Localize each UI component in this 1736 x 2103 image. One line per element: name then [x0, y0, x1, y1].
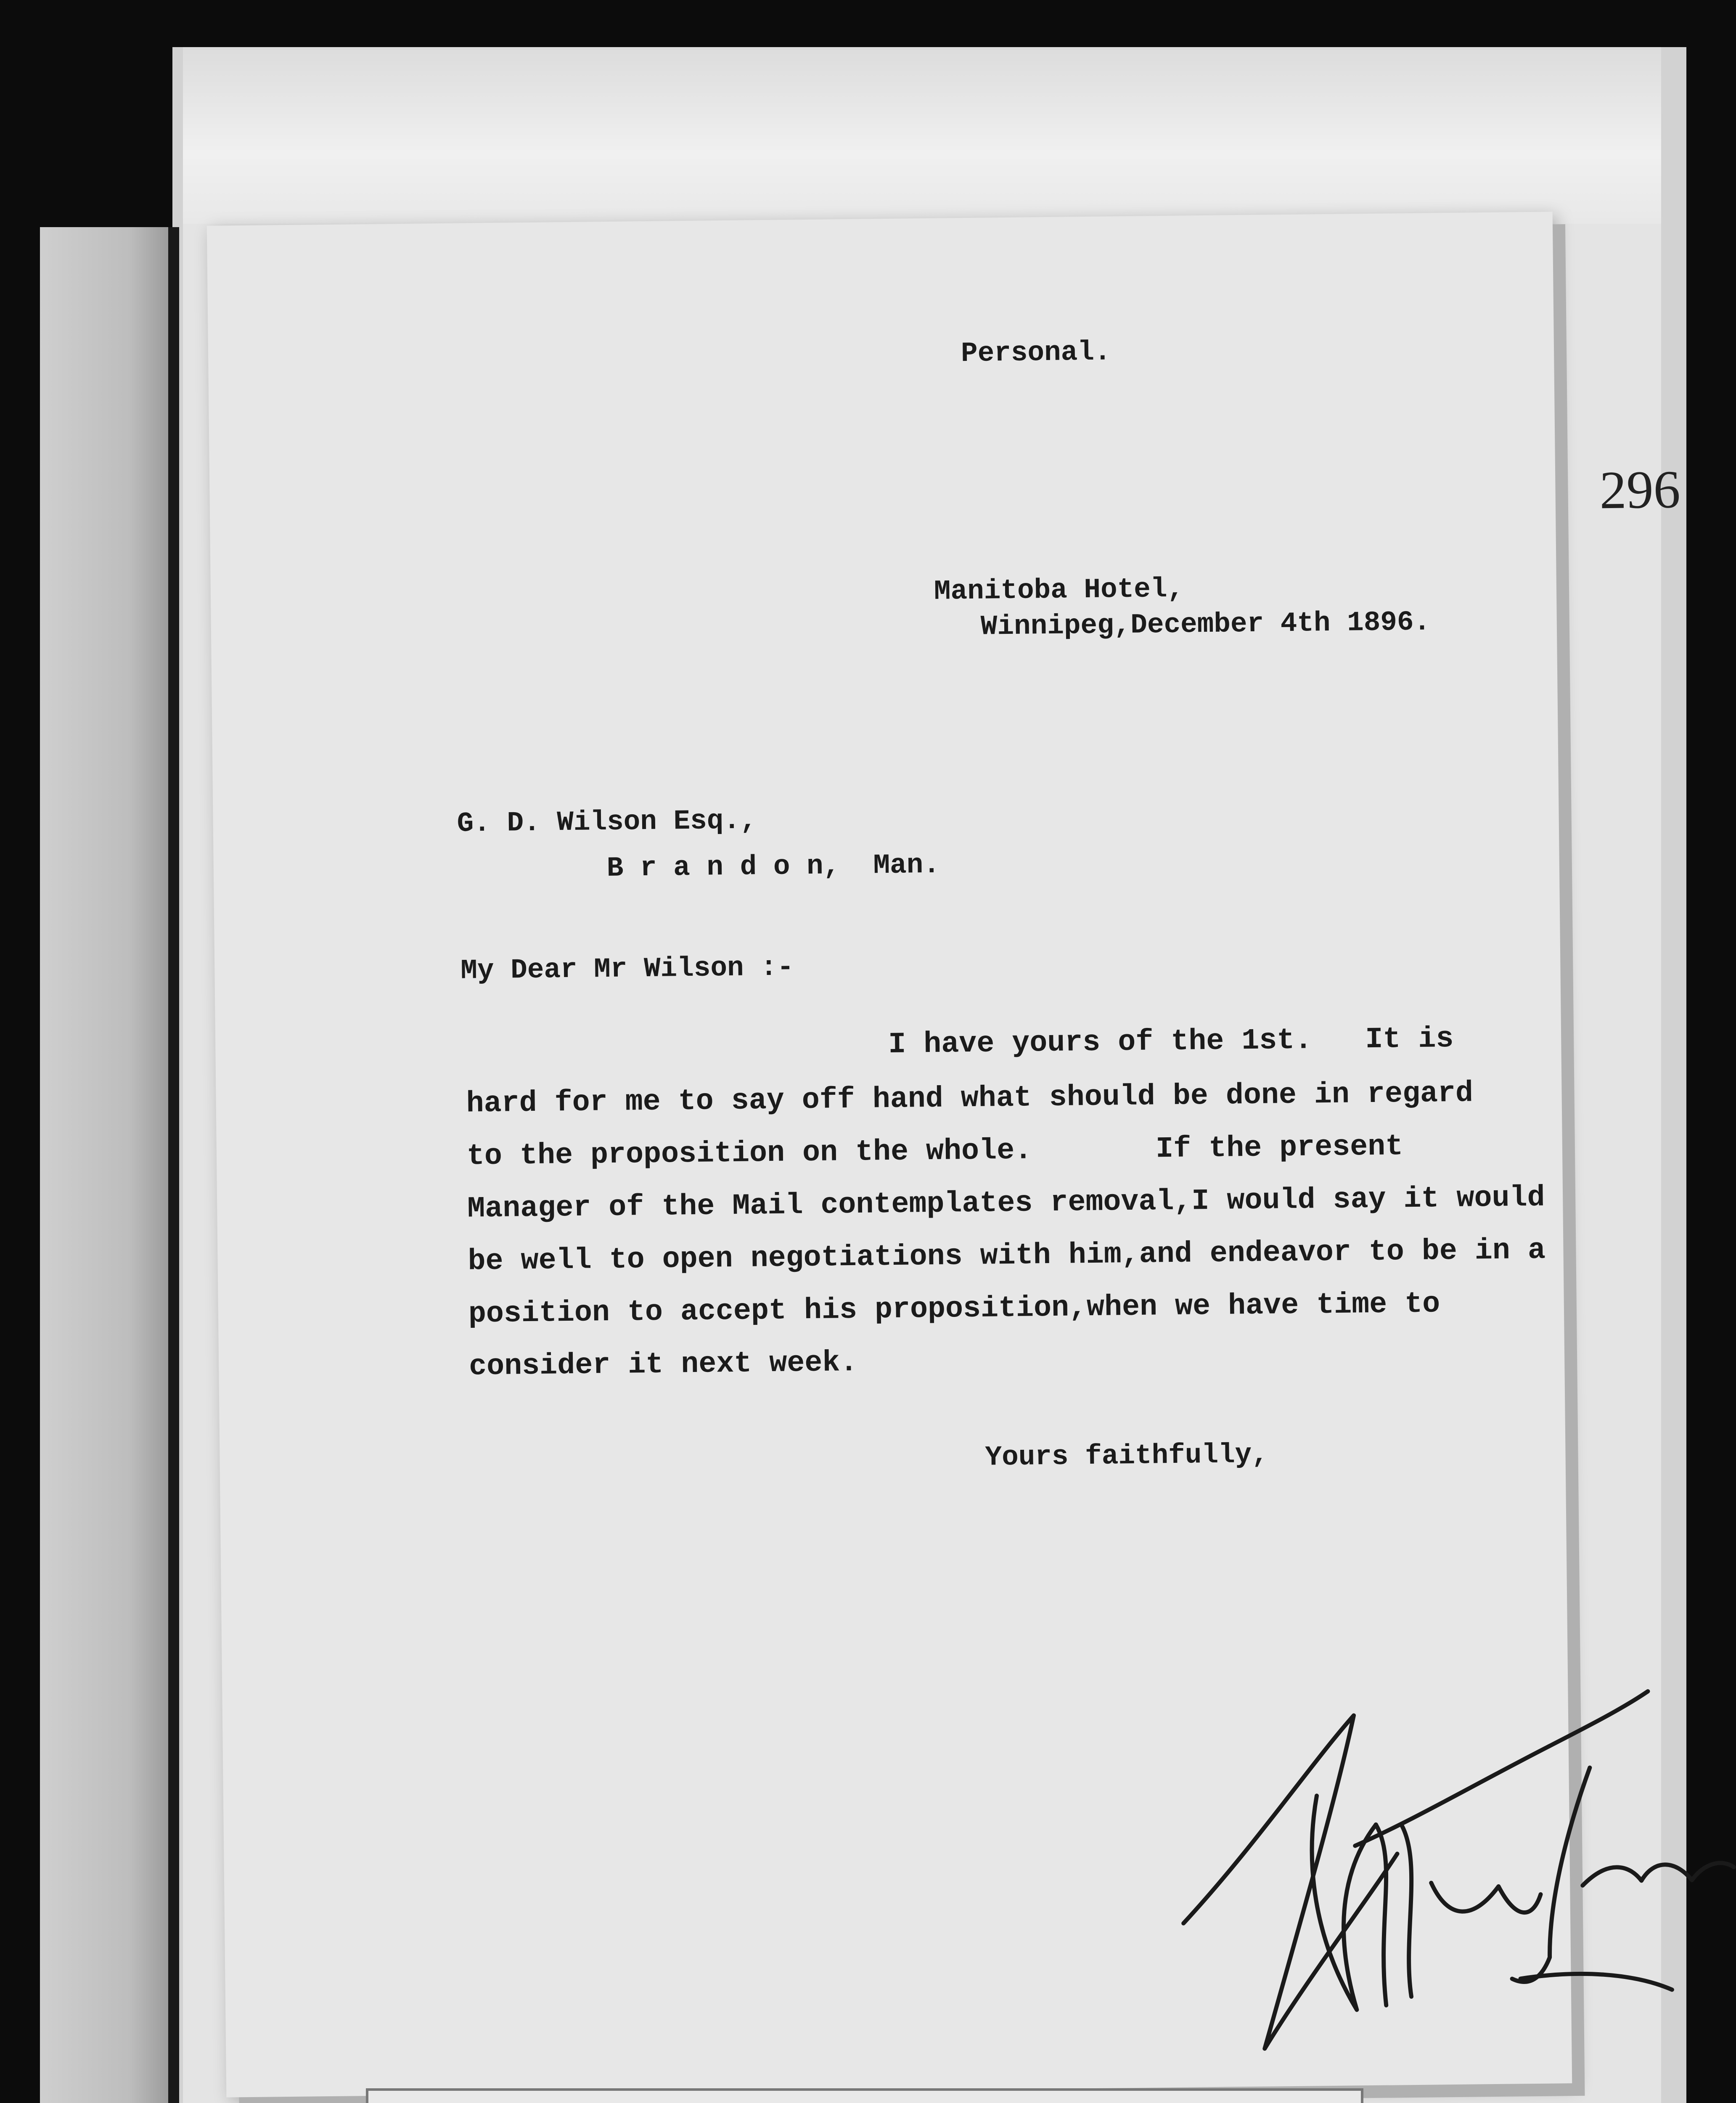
body-line: to the proposition on the whole. If the present — [466, 1130, 1403, 1173]
microfilm-stamp — [366, 2088, 1363, 2103]
body-line: be well to open negotiations with him,and endeavor to be in a — [468, 1234, 1546, 1279]
body-line: hard for me to say off hand what should be done in regard — [466, 1077, 1474, 1121]
body-line: consider it next week. — [468, 1346, 858, 1384]
personal-marking: Personal. — [961, 336, 1111, 370]
body-line: Manager of the Mail contemplates removal,I would say it would — [467, 1181, 1545, 1226]
body-line: I have yours of the 1st. It is — [888, 1022, 1454, 1062]
address-line-hotel: Manitoba Hotel, — [934, 573, 1184, 607]
page-number: 296 — [1599, 459, 1681, 520]
address-line-city-date: Winnipeg,December 4th 1896. — [980, 606, 1431, 643]
recipient-location: B r a n d o n, Man. — [606, 849, 940, 884]
recipient-name: G. D. Wilson Esq., — [457, 805, 757, 840]
folded-top-edge — [183, 47, 1661, 224]
handwritten-signature — [1177, 1682, 1736, 2087]
body-line: position to accept his proposition,when we have time to — [468, 1287, 1440, 1331]
salutation: My Dear Mr Wilson :- — [460, 951, 794, 987]
letter-page — [207, 212, 1681, 2097]
left-film-strip — [40, 227, 179, 2103]
closing: Yours faithfully, — [985, 1438, 1269, 1473]
